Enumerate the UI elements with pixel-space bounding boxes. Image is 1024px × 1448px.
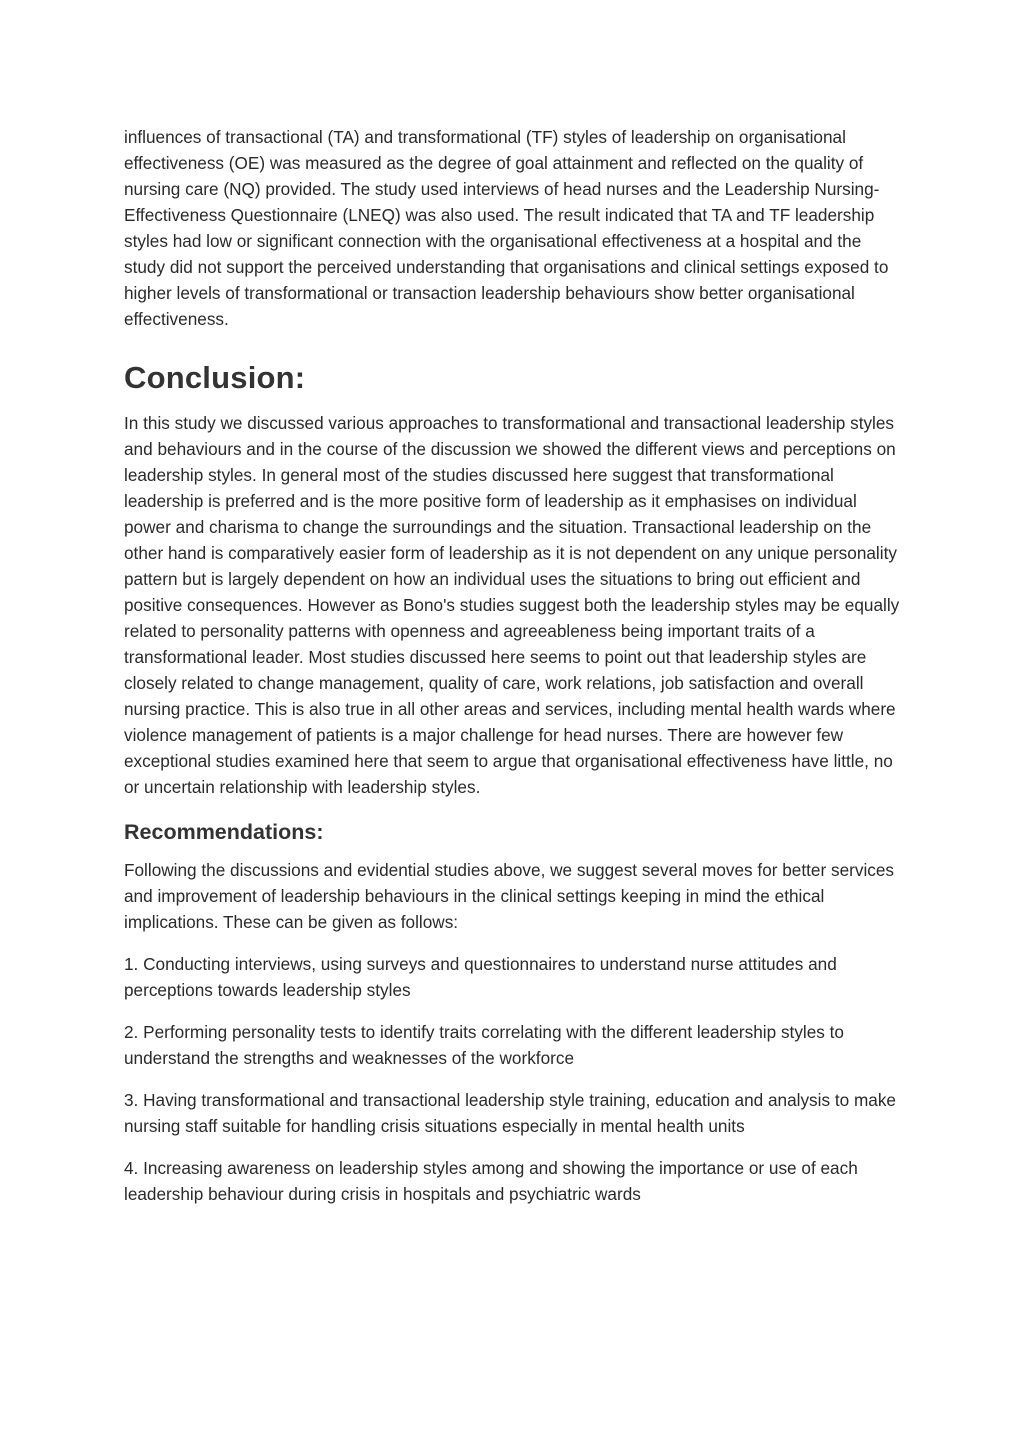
conclusion-heading: Conclusion: (124, 360, 306, 395)
document-page (124, 124, 906, 1207)
recommendation-item: 3. Having transformational and transactional leadership style training, education and analysis to make nursing staff suitable for handling crisis situations especially in mental health units (124, 1090, 896, 1136)
conclusion-paragraph: In this study we discussed various approaches to transformational and transactional leadership styles and behaviours and in the course of the discussion we showed the different views and perceptions on leadership styles. In general most of the studies discussed here suggest that transformational leadership is preferred and is the more positive form of leadership as it emphasises on individual power and charisma to change the surroundings and the situation. Transactional leadership on the other hand is comparatively easier form of leadership as it is not dependent on any unique personality pattern but is largely dependent on how an individual uses the situations to bring out efficient and positive consequences. However as Bono's studies suggest both the leadership styles may be equally related to personality patterns with openness and agreeableness being important traits of a transformational leader. Most studies discussed here seems to point out that leadership styles are closely related to change management, quality of care, work relations, job satisfaction and overall nursing practice. This is also true in all other areas and services, including mental health wards where violence management of patients is a major challenge for head nurses. There are however few exceptional studies examined here that seem to argue that organisational effectiveness have little, no or uncertain relationship with leadership styles. (124, 413, 900, 797)
recommendations-heading: Recommendations: (124, 820, 324, 844)
recommendations-intro: Following the discussions and evidential studies above, we suggest several moves for better services and improvement of leadership behaviours in the clinical settings keeping in mind the ethical implications. These can be given as follows: (124, 860, 895, 932)
recommendations-list (124, 951, 906, 1207)
intro-paragraph: influences of transactional (TA) and transformational (TF) styles of leadership on organisational effectiveness (OE) was measured as the degree of goal attainment and reflected on the quality of nursing care (NQ) provided. The study used interviews of head nurses and the Leadership Nursing-Effectiveness Questionnaire (LNEQ) was also used. The result indicated that TA and TF leadership styles had low or significant connection with the organisational effectiveness at a hospital and the study did not support the perceived understanding that organisations and clinical settings exposed to higher levels of transformational or transaction leadership behaviours show better organisational effectiveness. (124, 127, 889, 329)
recommendation-item: 4. Increasing awareness on leadership styles among and showing the importance or use of each leadership behaviour during crisis in hospitals and psychiatric wards (124, 1158, 858, 1204)
recommendation-item: 1. Conducting interviews, using surveys and questionnaires to understand nurse attitudes and perceptions towards leadership styles (124, 954, 837, 1000)
recommendation-item: 2. Performing personality tests to identify traits correlating with the different leadership styles to understand the strengths and weaknesses of the workforce (124, 1022, 844, 1068)
